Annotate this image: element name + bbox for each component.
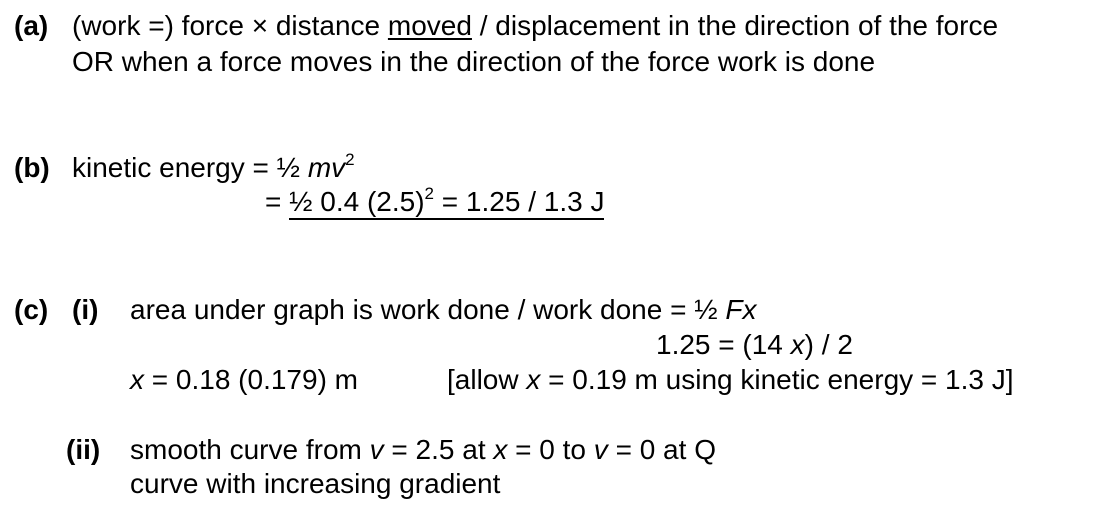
part-b-line-1-text: kinetic energy = ½ xyxy=(72,152,308,183)
part-c-ii-line-1 xyxy=(130,436,716,464)
part-c-i-label: (i) xyxy=(72,294,99,325)
variable-v: v xyxy=(593,434,608,465)
formula-fx: Fx xyxy=(725,294,757,325)
part-b-line-1 xyxy=(72,150,355,183)
part-c-label: (c) xyxy=(14,294,49,325)
part-a-label: (a) xyxy=(14,10,49,41)
formula-mv: mv xyxy=(307,152,346,183)
part-a-line-1 xyxy=(72,12,998,40)
allow-note-pre: [allow xyxy=(447,364,527,395)
variable-x: x xyxy=(493,434,508,465)
part-a-line-1-post: / displacement in the direction of the force xyxy=(471,10,999,41)
part-c-i-line-2 xyxy=(656,331,853,359)
part-c-ii-label: (ii) xyxy=(66,434,101,465)
part-c-i-line-1-text: area under graph is work done / work done = ½ xyxy=(130,294,726,325)
part-c-ii-line-1-post: = 0 at Q xyxy=(607,434,716,465)
part-c-ii-line-1-pre: smooth curve from xyxy=(130,434,370,465)
part-b-calculation xyxy=(289,184,605,220)
part-b-calc-part-1: ½ 0.4 (2.5) xyxy=(289,186,425,217)
part-b-label: (b) xyxy=(14,152,50,183)
superscript-2: 2 xyxy=(345,150,355,169)
part-b-equals: = xyxy=(265,186,290,217)
part-c-i-answer xyxy=(130,366,358,394)
part-b-line-2 xyxy=(265,184,605,220)
part-c-ii-line-1-mid-1: = 2.5 at xyxy=(383,434,494,465)
variable-v: v xyxy=(369,434,384,465)
part-c-i-line-2-post: ) / 2 xyxy=(804,329,853,360)
allow-note-post: = 0.19 m using kinetic energy = 1.3 J] xyxy=(540,364,1014,395)
part-c-i-answer-value: = 0.18 (0.179) m xyxy=(144,364,359,395)
part-c-i-line-1 xyxy=(130,296,756,324)
part-c-i-line-2-pre: 1.25 = (14 xyxy=(656,329,791,360)
variable-x: x xyxy=(790,329,805,360)
part-c-i-allow-note xyxy=(447,366,1014,394)
part-c-ii-line-1-mid-2: = 0 to xyxy=(507,434,594,465)
part-c-ii-line-2: curve with increasing gradient xyxy=(130,468,501,499)
part-a-line-2: OR when a force moves in the direction of the force work is done xyxy=(72,46,876,77)
superscript-2: 2 xyxy=(424,184,435,203)
underlined-word-moved: moved xyxy=(387,10,472,41)
variable-x: x xyxy=(526,364,541,395)
part-a-line-1-pre: (work =) force × distance xyxy=(72,10,388,41)
variable-x: x xyxy=(130,364,144,395)
part-b-calc-part-2: = 1.25 / 1.3 J xyxy=(434,186,605,217)
